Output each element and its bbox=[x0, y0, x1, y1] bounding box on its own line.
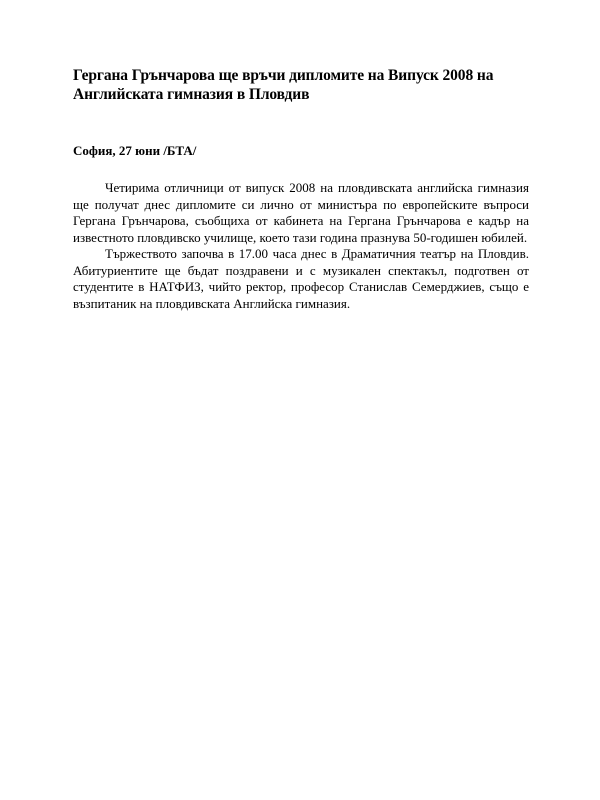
article-paragraph-2: Тържеството започва в 17.00 часа днес в Драматичния театър на Пловдив. Абитуриентите ще бъдат поздравени и с музикален спектакъл, подготвен от студентите в НАТФИЗ, чийто ректор, професор Станислав Семерджиев, също е възпитаник на пловдивската Английска гимназия. bbox=[73, 246, 529, 311]
article-dateline: София, 27 юни /БТА/ bbox=[73, 143, 197, 158]
article-body bbox=[73, 66, 529, 312]
article-headline: Гергана Грънчарова ще връчи дипломите на Випуск 2008 на Английската гимназия в Пловдив bbox=[73, 67, 494, 103]
article-paragraph-1: Четирима отличници от випуск 2008 на пловдивската английска гимназия ще получат днес дипломите си лично от министъра по европейските въпроси Гергана Грънчарова, съобщиха от кабинета на Гергана Грънчарова е кадър на известното пловдивско училище, което тази година празнува 50-годишен юбилей. bbox=[73, 180, 529, 245]
